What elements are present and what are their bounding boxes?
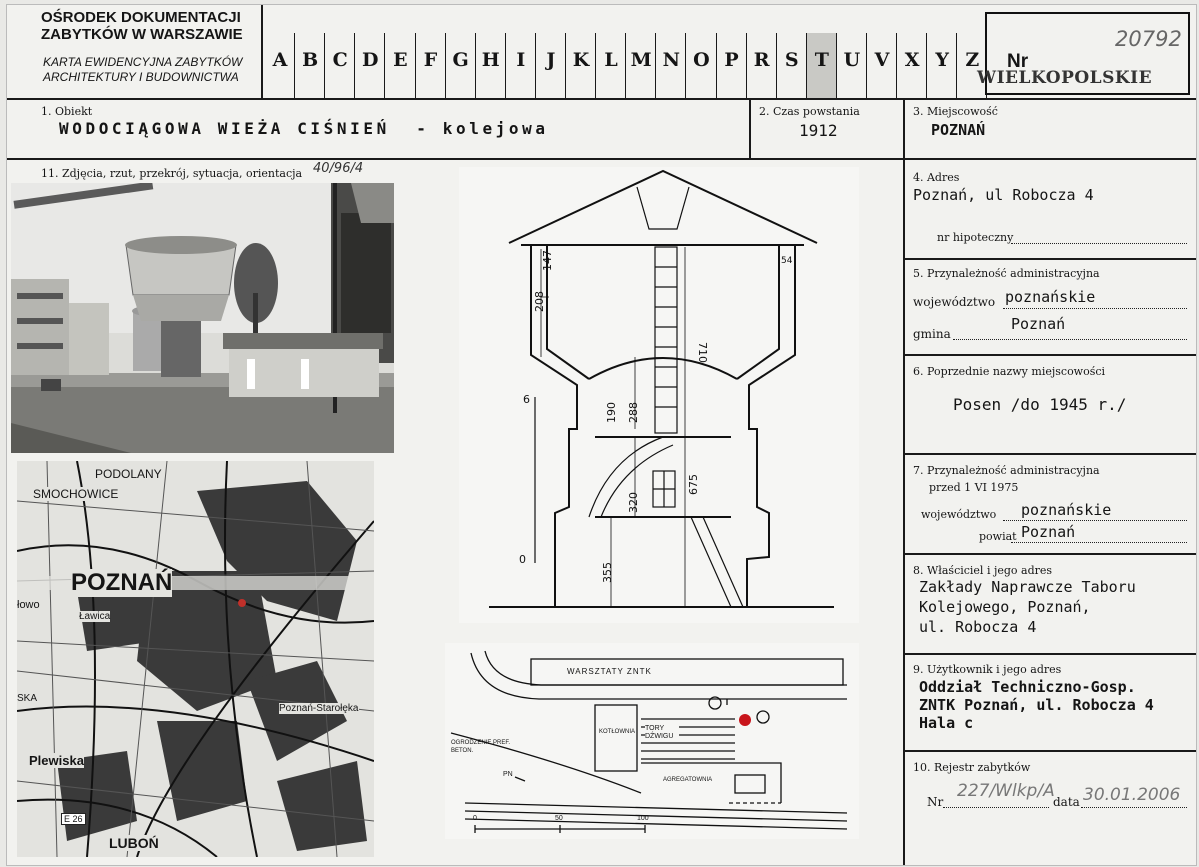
letter-k: K (572, 49, 590, 71)
powiat-value: Poznań (1021, 523, 1076, 541)
letter-r: R (753, 49, 770, 71)
letter-a: A (272, 49, 288, 71)
miejscowosc-label: 3. Miejscowość (913, 105, 998, 118)
przynaleznosc-1975-sublabel: przed 1 VI 1975 (929, 481, 1019, 494)
uzytkownik-label: 9. Użytkownik i jego adres (913, 663, 1062, 676)
zdjecia-sign: 40/96/4 (313, 161, 364, 176)
map-label-lawica: Ławica (79, 611, 111, 622)
hipoteczny-label: nr hipoteczny (937, 231, 1014, 244)
powiat-label: powiat (979, 530, 1017, 543)
institution-line-1: OŚRODEK DOKUMENTACJI (41, 9, 241, 26)
czas-label: 2. Czas powstania (759, 105, 860, 118)
site-plan-labels (445, 643, 859, 839)
tower-photo (11, 183, 394, 453)
plan-label-tory: TORY DŹWIGU (645, 725, 679, 741)
nr-value: 20792 (1115, 27, 1182, 51)
dim-0: 0 (519, 553, 526, 566)
letter-d: D (362, 49, 379, 71)
wojewodztwo-1975-value: poznańskie (1021, 501, 1112, 519)
letter-v: V (874, 49, 890, 71)
dim-54: 54 (781, 256, 793, 266)
rejestr-label: 10. Rejestr zabytków (913, 761, 1031, 774)
gmina-value: Poznań (1011, 315, 1066, 333)
letter-x: X (904, 49, 920, 71)
przynaleznosc-1975-label: 7. Przynależność administracyjna (913, 464, 1100, 477)
card-type (43, 55, 242, 85)
letter-p: P (724, 49, 739, 71)
record-card (6, 4, 1197, 866)
region-stamp: WIELKOPOLSKIE (977, 68, 1153, 88)
letter-s: S (784, 49, 799, 71)
wlasciciel-line-3: ul. Robocza 4 (919, 618, 1037, 636)
plan-label-agregatownia: AGREGATOWNIA (663, 777, 713, 783)
miejscowosc-value: POZNAŃ (931, 121, 986, 139)
przynaleznosc-label: 5. Przynależność administracyjna (913, 267, 1100, 280)
card-type-line-1: KARTA EWIDENCYJNA ZABYTKÓW (43, 55, 243, 69)
rejestr-data-label: data (1053, 795, 1080, 809)
uzytkownik-line-2: ZNTK Poznań, ul. Robocza 4 (919, 696, 1154, 714)
map-label-ska: SKA (17, 693, 38, 704)
letter-g: G (452, 49, 469, 71)
map-label-podolany: PODOLANY (95, 467, 162, 481)
plan-label-kotlownia: KOTŁOWNIA (599, 729, 636, 735)
nr-label: Nr (1007, 51, 1029, 72)
dim-355: 355 (601, 562, 614, 583)
wojewodztwo-value: poznańskie (1005, 288, 1096, 306)
letter-i: I (516, 49, 526, 71)
institution-line-2: ZABYTKÓW W WARSZAWIE (41, 26, 243, 43)
wlasciciel-label: 8. Właściciel i jego adres (913, 564, 1053, 577)
letter-j: J (546, 49, 556, 71)
letter-f: F (423, 49, 438, 71)
uzytkownik-line-1: Oddział Techniczno-Gosp. (919, 678, 1136, 696)
map-label-smochowice: SMOCHOWICE (33, 487, 119, 501)
plan-scale-100: 100 (637, 815, 649, 822)
map-label-e26: E 26 (61, 813, 86, 825)
map-label-plewiska: Plewiska (29, 753, 84, 768)
plan-label-warsztaty: WARSZTATY ZNTK (567, 667, 652, 676)
letter-l: L (604, 49, 618, 71)
dim-147: 147 (541, 250, 554, 271)
uzytkownik-line-3: Hala c (919, 714, 974, 732)
letter-t: T (814, 49, 829, 71)
letter-b: B (302, 49, 319, 71)
dim-288: 288 (627, 402, 640, 423)
czas-value: 1912 (799, 121, 838, 140)
dim-208: 208 (533, 291, 546, 312)
rejestr-nr-value: 227/Wlkp/A (957, 781, 1055, 801)
letter-c: C (332, 49, 348, 71)
institution-name (41, 9, 243, 43)
zdjecia-label: 11. Zdjęcia, rzut, przekrój, sytuacja, orientacja (41, 167, 303, 180)
letter-h: H (481, 49, 500, 71)
letter-n: N (662, 49, 680, 71)
letter-z: Z (965, 49, 980, 71)
plan-label-pn: PN (503, 771, 513, 778)
letter-u: U (843, 49, 861, 71)
map-label-lubon: LUBOŃ (109, 835, 159, 851)
wojewodztwo-label: województwo (913, 295, 996, 309)
card-type-line-2: ARCHITEKTURY I BUDOWNICTWA (43, 70, 239, 84)
adres-value: Poznań, ul Robocza 4 (913, 186, 1094, 204)
adres-label: 4. Adres (913, 171, 960, 184)
obiekt-label: 1. Obiekt (41, 105, 93, 118)
map-label-lowo: łowo (17, 599, 40, 611)
letter-y: Y (935, 49, 949, 71)
letter-m: M (630, 49, 652, 71)
wlasciciel-line-2: Kolejowego, Poznań, (919, 598, 1091, 616)
letter-o: O (693, 49, 710, 71)
rejestr-nr-label: Nr (927, 795, 944, 809)
dim-710: 710 (696, 342, 709, 363)
gmina-label: gmina (913, 327, 951, 341)
obiekt-value: WODOCIĄGOWA WIEŻA CIŚNIEŃ - kolejowa (59, 119, 549, 138)
wojewodztwo-1975-label: województwo (921, 508, 997, 521)
dim-675: 675 (687, 474, 700, 495)
plan-label-ogrodzenie: OGRODZENIE PREF. BETON. (451, 740, 511, 754)
map-label-starolenka: Poznań-Starołęka (279, 703, 359, 714)
dim-320: 320 (627, 492, 640, 513)
poprzednie-label: 6. Poprzednie nazwy miejscowości (913, 365, 1106, 378)
rejestr-data-value: 30.01.2006 (1083, 785, 1181, 805)
wlasciciel-line-1: Zakłady Naprawcze Taboru (919, 578, 1136, 596)
plan-scale-50: 50 (555, 815, 563, 822)
letter-e: E (393, 49, 408, 71)
plan-scale-0: 0 (473, 815, 477, 822)
map-labels (17, 461, 374, 857)
tower-section-drawing (459, 167, 859, 623)
dim-190: 190 (605, 402, 618, 423)
map-label-poznan: POZNAŃ (71, 569, 173, 596)
poprzednie-value: Posen /do 1945 r./ (953, 395, 1127, 414)
dim-6: 6 (523, 393, 530, 406)
